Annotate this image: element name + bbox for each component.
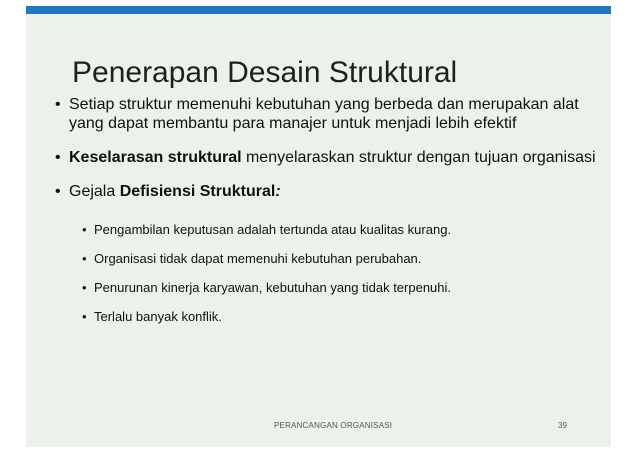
bullet-marker: • [55, 96, 61, 113]
sub-bullet-item [82, 221, 605, 238]
slide [26, 6, 611, 447]
sub-bullet-text: Pengambilan keputusan adalah tertunda atau kualitas kurang. [94, 222, 452, 237]
top-accent-bar [26, 6, 611, 14]
bullet-text: Gejala [69, 183, 120, 200]
sub-bullet-text: Organisasi tidak dapat memenuhi kebutuhan perubahan. [94, 251, 422, 266]
page-number: 39 [558, 421, 567, 430]
bullet-item [55, 95, 605, 133]
sub-bullet-item [82, 308, 605, 325]
sub-bullet-text: Terlalu banyak konflik. [94, 309, 222, 324]
bullet-text: Setiap struktur memenuhi kebutuhan yang berbeda dan merupakan alat yang dapat membantu para manajer untuk menjadi lebih efektif [69, 96, 579, 132]
sub-bullet-text: Penurunan kinerja karyawan, kebutuhan yang tidak terpenuhi. [94, 280, 452, 295]
sub-bullet-item [82, 250, 605, 267]
slide-title: Penerapan Desain Struktural [72, 56, 458, 89]
bullet-marker: • [55, 183, 61, 200]
bullet-list [55, 95, 605, 337]
sub-bullet-item [82, 279, 605, 296]
sub-bullet-marker: • [82, 309, 87, 324]
bullet-marker: • [55, 149, 61, 166]
sub-bullet-marker: • [82, 251, 87, 266]
bullet-colon: : [275, 183, 281, 200]
bullet-bold-term: Keselarasan struktural [69, 149, 242, 166]
bullet-bold-term: Defisiensi Struktural [119, 183, 276, 200]
slide-footer: PERANCANGAN ORGANISASI [274, 421, 393, 430]
sub-bullet-marker: • [82, 222, 87, 237]
sub-bullet-marker: • [82, 280, 87, 295]
bullet-text: menyelaraskan struktur dengan tujuan organisasi [241, 149, 596, 166]
bullet-item [55, 182, 605, 201]
bullet-item [55, 148, 605, 167]
